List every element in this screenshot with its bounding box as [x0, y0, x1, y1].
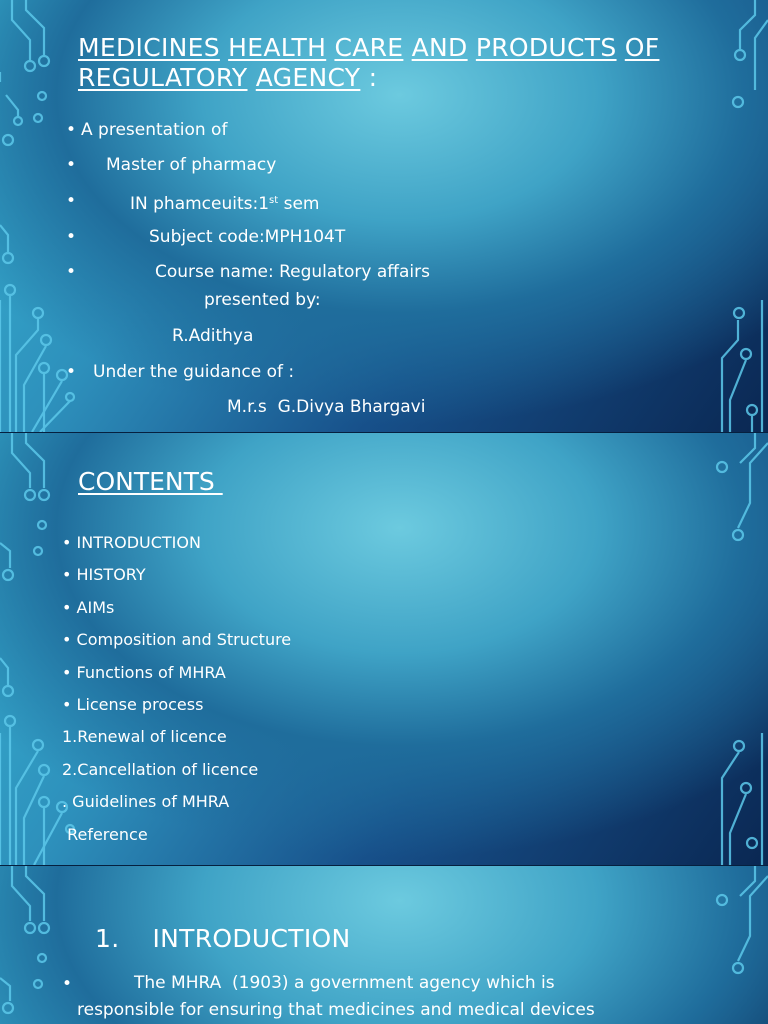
slide-contents[interactable] — [0, 433, 768, 865]
bullet-icon: • — [66, 362, 77, 382]
line-text: R.Adithya — [172, 326, 254, 346]
bullet-icon: • — [66, 262, 77, 282]
title-word: HEALTH — [228, 33, 327, 62]
contents-heading: CONTENTS — [78, 467, 223, 496]
bullet-icon: • — [66, 191, 77, 211]
title-word: CARE — [334, 33, 404, 62]
contents-item: 1.Renewal of licence — [62, 727, 227, 746]
title-suffix: : — [368, 63, 378, 92]
bullet-icon: • — [62, 974, 73, 994]
line-text: A presentation of — [81, 120, 228, 140]
contents-item: 2.Cancellation of licence — [62, 760, 259, 779]
presentation-line — [155, 262, 430, 282]
contents-item: • Composition and Structure — [62, 630, 292, 649]
title-word: REGULATORY — [78, 63, 248, 92]
contents-item: Reference — [62, 825, 148, 844]
title-word: AGENCY — [255, 63, 361, 92]
title-word: MEDICINES — [78, 33, 220, 62]
intro-text-line-1: The MHRA (1903) a government agency which is — [134, 973, 555, 993]
section-number: 1. — [95, 924, 120, 953]
superscript: st — [269, 195, 279, 206]
contents-item: • INTRODUCTION — [62, 533, 201, 552]
contents-item: • License process — [62, 695, 204, 714]
presentation-line — [130, 191, 319, 214]
line-text: Master of pharmacy — [106, 155, 277, 175]
presentation-line — [172, 326, 253, 346]
line-text: IN phamceuits:1 — [130, 194, 270, 214]
presentation-line — [81, 120, 227, 140]
line-text: Subject code:MPH104T — [149, 227, 346, 247]
title-word: OF — [624, 33, 660, 62]
line-text-suffix: sem — [278, 194, 320, 214]
line-text: M.r.s G.Divya Bhargavi — [227, 397, 426, 417]
contents-item: • Functions of MHRA — [62, 663, 226, 682]
section-title: INTRODUCTION — [152, 924, 351, 953]
bullet-icon: • — [66, 227, 77, 247]
presentation-line — [149, 227, 345, 247]
slide-title[interactable] — [0, 0, 768, 432]
contents-item: • AIMs — [62, 598, 115, 617]
bullet-icon: • — [66, 155, 77, 175]
contents-item: • HISTORY — [62, 565, 146, 584]
contents-item: . Guidelines of MHRA — [62, 792, 230, 811]
presentation-line — [106, 155, 276, 175]
presentation-line — [227, 397, 425, 417]
presentation-line — [204, 290, 321, 310]
line-text: presented by: — [204, 290, 321, 310]
title-word: PRODUCTS — [475, 33, 617, 62]
bullet-icon: • — [66, 120, 77, 140]
presentation-line — [93, 362, 294, 382]
line-text: Under the guidance of : — [93, 362, 295, 382]
intro-text-line-2: responsible for ensuring that medicines and medical devices — [77, 1000, 595, 1020]
slide-introduction[interactable] — [0, 866, 768, 1024]
slide-title-heading — [78, 33, 718, 93]
title-word: AND — [411, 33, 468, 62]
line-text: Course name: Regulatory affairs — [155, 262, 430, 282]
